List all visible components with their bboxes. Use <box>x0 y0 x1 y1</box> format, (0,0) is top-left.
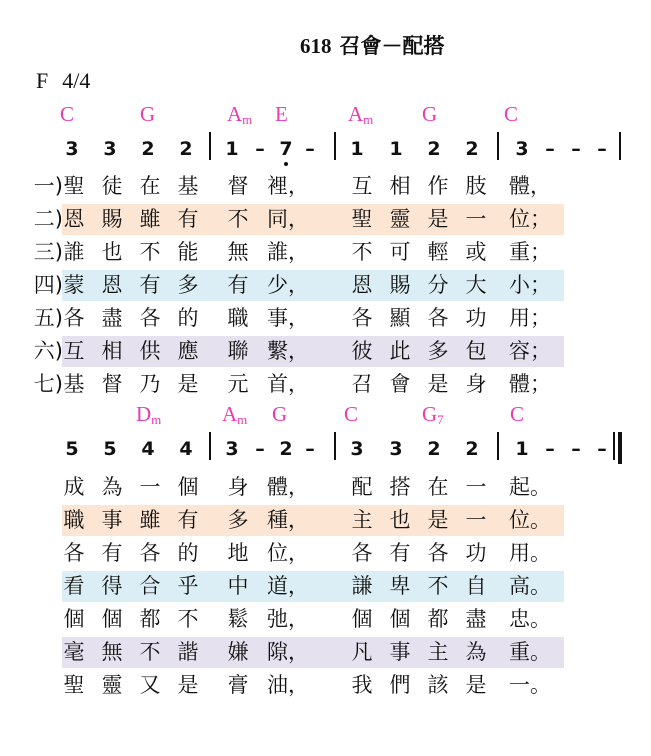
note: 3 <box>225 438 239 460</box>
lyric-char: 聯 <box>227 339 249 363</box>
lyric-char: 卑 <box>389 574 411 598</box>
lyric-char: 用。 <box>509 541 551 565</box>
lyric-char: 雖 <box>139 508 161 532</box>
bar-line <box>613 432 615 460</box>
lyric-char: 職 <box>227 306 249 330</box>
lyric-char: 看 <box>63 574 85 598</box>
bar-line <box>497 432 499 460</box>
lyric-char: 是 <box>427 207 449 231</box>
note: 1 <box>389 138 403 160</box>
octave-dot <box>284 162 288 166</box>
lyric-char: 恩 <box>101 273 123 297</box>
lyric-char: 彼 <box>351 339 373 363</box>
lyric-char: 嫌 <box>227 640 249 664</box>
lyric-char: 基 <box>63 372 85 396</box>
lyric-char: 誰 <box>63 240 85 264</box>
chord-symbol <box>348 102 373 128</box>
lyric-char: 供 <box>139 339 161 363</box>
lyric-char: 不 <box>351 240 373 264</box>
chord-root: C <box>510 402 525 426</box>
note: 7 <box>276 136 296 164</box>
note: 2 <box>279 438 293 460</box>
chord-quality: m <box>363 112 374 127</box>
lyric-char: 中 <box>227 574 249 598</box>
chord-root: C <box>60 102 75 126</box>
lyric-char: 個 <box>101 607 123 631</box>
lyric-char: 個 <box>177 475 199 499</box>
lyric-char: 雖 <box>139 207 161 231</box>
verse-number: 七) <box>33 372 63 396</box>
lyric-char: 個 <box>63 607 85 631</box>
lyric-char: 又 <box>139 673 161 697</box>
lyric-char: 無 <box>101 640 123 664</box>
lyric-char: 起。 <box>509 475 551 499</box>
chord-root: C <box>344 402 359 426</box>
lyric-char: 們 <box>389 673 411 697</box>
note: 3 <box>350 438 364 460</box>
chord-root: E <box>275 102 288 126</box>
lyric-char: 會 <box>389 372 411 396</box>
lyric-char: 小； <box>509 273 551 297</box>
hymn-title <box>300 30 520 62</box>
chord-root: G <box>272 402 288 426</box>
chord-root: A <box>227 102 243 126</box>
note: 5 <box>103 438 117 460</box>
lyric-char: 的 <box>177 541 199 565</box>
note: 1 <box>225 138 239 160</box>
note: 4 <box>141 438 155 460</box>
dash-note: – <box>571 438 581 460</box>
chord-symbol <box>222 402 247 428</box>
lyric-char: 能 <box>177 240 199 264</box>
dash-note: – <box>255 438 265 460</box>
lyric-char: 位； <box>509 207 551 231</box>
lyric-char: 是 <box>177 372 199 396</box>
chord-quality: 7 <box>437 412 444 427</box>
lyric-char: 是 <box>465 673 487 697</box>
lyric-char: 此 <box>389 339 411 363</box>
note: 2 <box>179 138 193 160</box>
lyric-char: 種， <box>267 508 309 532</box>
lyric-char: 在 <box>427 475 449 499</box>
lyric-char: 靈 <box>101 673 123 697</box>
chord-symbol <box>60 102 74 128</box>
lyric-char: 的 <box>177 306 199 330</box>
lyric-char: 徒 <box>101 174 123 198</box>
lyric-char: 一 <box>139 475 161 499</box>
dash-note: – <box>597 438 607 460</box>
bar-line <box>497 132 499 160</box>
lyric-char: 聖 <box>63 174 85 198</box>
lyric-char: 不 <box>177 607 199 631</box>
chord-symbol <box>140 102 155 128</box>
note: 2 <box>465 438 479 460</box>
lyric-char: 多 <box>177 273 199 297</box>
dash-note: – <box>255 138 265 160</box>
lyric-char: 有 <box>389 541 411 565</box>
note: 2 <box>465 138 479 160</box>
lyric-char: 地 <box>227 541 249 565</box>
lyric-char: 道， <box>267 574 309 598</box>
lyric-char: 不 <box>427 574 449 598</box>
lyric-char: 在 <box>139 174 161 198</box>
lyric-char: 大 <box>465 273 487 297</box>
lyric-char: 不 <box>139 640 161 664</box>
lyric-char: 恩 <box>351 273 373 297</box>
lyric-char: 分 <box>427 273 449 297</box>
note: 5 <box>65 438 79 460</box>
chord-quality: m <box>237 412 248 427</box>
lyric-char: 該 <box>427 673 449 697</box>
time-signature: 4/4 <box>62 68 91 93</box>
lyric-char: 事 <box>389 640 411 664</box>
lyric-char: 首， <box>267 372 309 396</box>
lyric-char: 有 <box>177 508 199 532</box>
lyric-char: 身 <box>227 475 249 499</box>
lyric-char: 體， <box>509 174 551 198</box>
lyric-char: 乎 <box>177 574 199 598</box>
lyric-char: 事， <box>267 306 309 330</box>
lyric-char: 功 <box>465 306 487 330</box>
chord-root: D <box>136 402 152 426</box>
dash-note: – <box>545 138 555 160</box>
dash-note: – <box>597 138 607 160</box>
dash-note: – <box>545 438 555 460</box>
chord-root: A <box>348 102 364 126</box>
verse-number: 二) <box>33 207 63 231</box>
lyric-char: 功 <box>465 541 487 565</box>
chord-root: G <box>422 402 438 426</box>
lyric-char: 成 <box>63 475 85 499</box>
lyric-char: 主 <box>351 508 373 532</box>
lyric-char: 聖 <box>63 673 85 697</box>
lyric-char: 少， <box>267 273 309 297</box>
lyric-char: 凡 <box>351 640 373 664</box>
lyric-char: 同， <box>267 207 309 231</box>
lyric-char: 靈 <box>389 207 411 231</box>
lyric-char: 或 <box>465 240 487 264</box>
chord-root: C <box>504 102 519 126</box>
chord-quality: m <box>151 412 162 427</box>
lyric-char: 相 <box>101 339 123 363</box>
lyric-char: 位。 <box>509 508 551 532</box>
chord-root: G <box>140 102 156 126</box>
lyric-char: 一 <box>465 475 487 499</box>
chord-root: G <box>422 102 438 126</box>
lyric-char: 誰， <box>267 240 309 264</box>
lyric-char: 搭 <box>389 475 411 499</box>
lyric-char: 得 <box>101 574 123 598</box>
lyric-char: 乃 <box>139 372 161 396</box>
lyric-char: 顯 <box>389 306 411 330</box>
dash-note: – <box>305 138 315 160</box>
lyric-char: 督 <box>101 372 123 396</box>
lyric-char: 隙， <box>267 640 309 664</box>
note: 3 <box>65 138 79 160</box>
final-bar-line <box>618 432 622 464</box>
key: F <box>36 68 49 93</box>
lyric-char: 弛， <box>267 607 309 631</box>
lyric-char: 身 <box>465 372 487 396</box>
lyric-char: 不 <box>227 207 249 231</box>
lyric-char: 一。 <box>509 673 551 697</box>
note: 4 <box>179 438 193 460</box>
hymn-title-text: 召會－配搭 <box>339 34 445 58</box>
key-signature <box>36 68 90 94</box>
lyric-char: 謙 <box>351 574 373 598</box>
lyric-char: 也 <box>101 240 123 264</box>
dash-note: – <box>571 138 581 160</box>
note: 2 <box>427 438 441 460</box>
lyric-char: 個 <box>351 607 373 631</box>
lyric-char: 各 <box>139 541 161 565</box>
lyric-char: 多 <box>427 339 449 363</box>
lyric-char: 職 <box>63 508 85 532</box>
lyric-char: 互 <box>351 174 373 198</box>
bar-line <box>619 132 621 160</box>
lyric-char: 諧 <box>177 640 199 664</box>
chord-symbol <box>422 402 444 428</box>
lyric-char: 體； <box>509 372 551 396</box>
note: 3 <box>389 438 403 460</box>
lyric-char: 賜 <box>389 273 411 297</box>
lyric-char: 元 <box>227 372 249 396</box>
lyric-char: 重。 <box>509 640 551 664</box>
lyric-char: 督 <box>227 174 249 198</box>
note: 2 <box>427 138 441 160</box>
lyric-char: 作 <box>427 174 449 198</box>
lyric-char: 體， <box>267 475 309 499</box>
lyric-char: 主 <box>427 640 449 664</box>
lyric-char: 恩 <box>63 207 85 231</box>
note: 2 <box>141 138 155 160</box>
chord-symbol <box>510 402 524 428</box>
verse-number: 一) <box>33 174 63 198</box>
bar-line <box>334 132 336 160</box>
lyric-char: 各 <box>63 541 85 565</box>
lyric-char: 事 <box>101 508 123 532</box>
lyric-char: 肢 <box>465 174 487 198</box>
chord-symbol <box>344 402 358 428</box>
lyric-char: 用； <box>509 306 551 330</box>
chord-symbol <box>275 102 288 128</box>
lyric-char: 各 <box>139 306 161 330</box>
hymn-number: 618 <box>300 34 332 58</box>
lyric-char: 基 <box>177 174 199 198</box>
lyric-char: 油， <box>267 673 309 697</box>
lyric-char: 是 <box>177 673 199 697</box>
lyric-char: 應 <box>177 339 199 363</box>
lyric-char: 一 <box>465 508 487 532</box>
lyric-char: 蒙 <box>63 273 85 297</box>
lyric-char: 相 <box>389 174 411 198</box>
chord-quality: m <box>242 112 253 127</box>
lyric-char: 盡 <box>101 306 123 330</box>
lyric-char: 盡 <box>465 607 487 631</box>
lyric-char: 可 <box>389 240 411 264</box>
lyric-char: 鬆 <box>227 607 249 631</box>
verse-number: 五) <box>33 306 63 330</box>
lyric-char: 各 <box>63 306 85 330</box>
lyric-char: 一 <box>465 207 487 231</box>
lyric-char: 容； <box>509 339 551 363</box>
lyric-char: 都 <box>139 607 161 631</box>
dash-note: – <box>305 438 315 460</box>
lyric-char: 賜 <box>101 207 123 231</box>
lyric-char: 自 <box>465 574 487 598</box>
verse-number: 三) <box>33 240 63 264</box>
bar-line <box>209 432 211 460</box>
verse-number: 四) <box>33 273 63 297</box>
lyric-char: 各 <box>351 306 373 330</box>
lyric-char: 為 <box>465 640 487 664</box>
lyric-char: 為 <box>101 475 123 499</box>
lyric-char: 包 <box>465 339 487 363</box>
chord-symbol <box>272 402 287 428</box>
lyric-char: 有 <box>139 273 161 297</box>
lyric-char: 我 <box>351 673 373 697</box>
lyric-char: 膏 <box>227 673 249 697</box>
note: 1 <box>350 138 364 160</box>
lyric-char: 裡， <box>267 174 309 198</box>
lyric-char: 有 <box>101 541 123 565</box>
bar-line <box>334 432 336 460</box>
chord-symbol <box>504 102 518 128</box>
note: 3 <box>515 138 529 160</box>
lyric-char: 各 <box>427 541 449 565</box>
lyric-char: 各 <box>427 306 449 330</box>
lyric-char: 召 <box>351 372 373 396</box>
lyric-char: 各 <box>351 541 373 565</box>
lyric-char: 個 <box>389 607 411 631</box>
lyric-char: 不 <box>139 240 161 264</box>
chord-symbol <box>422 102 437 128</box>
lyric-char: 配 <box>351 475 373 499</box>
lyric-char: 合 <box>139 574 161 598</box>
lyric-char: 是 <box>427 508 449 532</box>
lyric-char: 多 <box>227 508 249 532</box>
verse-number: 六) <box>33 339 63 363</box>
lyric-char: 聖 <box>351 207 373 231</box>
lyric-char: 無 <box>227 240 249 264</box>
lyric-char: 輕 <box>427 240 449 264</box>
chord-symbol <box>136 402 161 428</box>
lyric-char: 繫， <box>267 339 309 363</box>
lyric-char: 有 <box>227 273 249 297</box>
lyric-char: 高。 <box>509 574 551 598</box>
bar-line <box>209 132 211 160</box>
chord-root: A <box>222 402 238 426</box>
note: 1 <box>515 438 529 460</box>
lyric-char: 毫 <box>63 640 85 664</box>
lyric-char: 互 <box>63 339 85 363</box>
note: 3 <box>103 138 117 160</box>
lyric-char: 有 <box>177 207 199 231</box>
lyric-char: 位， <box>267 541 309 565</box>
lyric-char: 都 <box>427 607 449 631</box>
chord-symbol <box>227 102 252 128</box>
lyric-char: 重； <box>509 240 551 264</box>
lyric-char: 是 <box>427 372 449 396</box>
lyric-char: 也 <box>389 508 411 532</box>
lyric-char: 忠。 <box>509 607 551 631</box>
